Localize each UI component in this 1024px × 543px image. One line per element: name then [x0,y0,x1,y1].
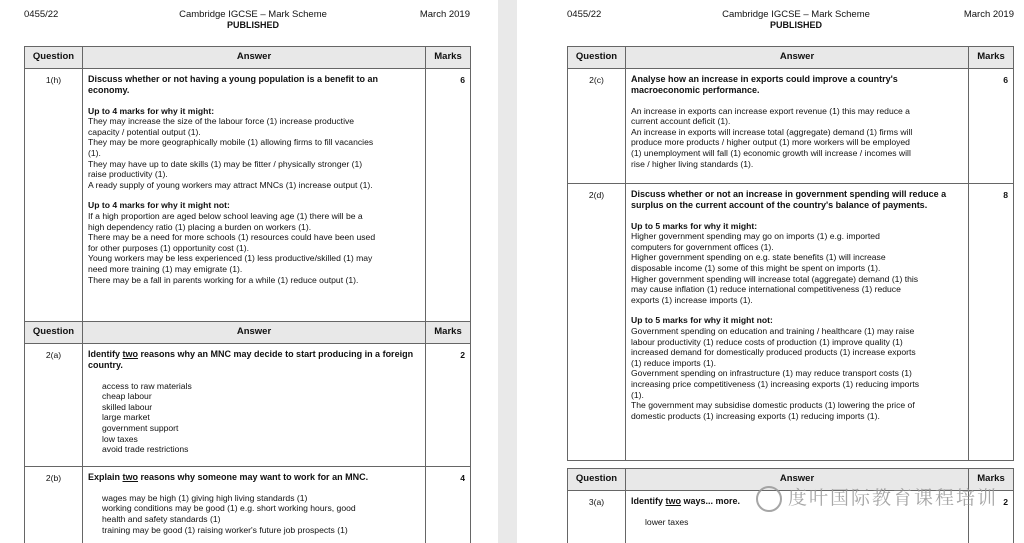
answer-line: Young workers may be less experienced (1) less productive/skilled (1) may [88,253,373,264]
list-item: government support [102,422,179,433]
header-status: PUBLISHED [769,20,822,30]
col-question: Question [25,47,83,69]
question-text: Discuss whether or not an increase in government spending will reduce a surplus on the current account of the country's balance of payments. [631,189,947,210]
answer-line: need more training (1) may emigrate (1). [88,263,243,274]
syllabus-code: 0455/22 [24,9,59,20]
answer-line: capacity / potential output (1). [88,126,201,137]
question-number: 1(h) [25,69,83,323]
col-question: Question [568,469,626,491]
answer-line: There may be a need for more schools (1) resources could have been used [88,232,376,243]
question-text: Discuss whether or not having a young population is a benefit to an economy. [88,74,379,95]
col-question: Question [25,322,83,344]
answer-line: increasing price competitiveness (1) increasing exports (1) reducing imports [631,378,920,389]
header-title-text: Cambridge IGCSE – Mark Scheme [722,9,870,20]
answer-list [631,517,962,528]
answer-line: computers for government offices (1). [631,241,774,252]
question-number: 3(a) [568,491,626,543]
answer-line: health and safety standards (1) [102,513,221,524]
left-page [0,0,498,543]
list-item: skilled labour [102,401,153,412]
answer-line: rise / higher living standards (1). [631,158,754,169]
answer-line: working conditions may be good (1) e.g. short working hours, good [102,503,356,514]
subheading: Up to 5 marks for why it might: [631,220,758,231]
answer-line: disposable income (1) some of this might be spent on imports (1). [631,262,881,273]
watermark-text: 度叶国际教育课程培训 [787,488,998,509]
answer-line: They may increase the size of the labour force (1) increase productive [88,116,355,127]
answer-cell [83,344,426,467]
answer-line: high dependency ratio (1) placing a burden on workers (1). [88,221,312,232]
header-title [143,9,363,31]
answer-lines [631,106,962,170]
table-row [568,69,1014,184]
answer-line: domestic products (1) increasing exports (1) reducing imports (1). [631,410,880,421]
subheading: Up to 4 marks for why it might not: [88,200,230,211]
answer-line: (1). [631,389,644,400]
question-text: Analyse how an increase in exports could improve a country's macroeconomic performance. [631,74,898,95]
question-text: Identify two reasons why an MNC may decide to start producing in a foreign country. [88,349,414,370]
answer-line: An increase in exports will increase total (aggregate) demand (1) firms will [631,126,913,137]
answer-cell [626,184,969,461]
col-answer: Answer [626,469,969,491]
list-item: low taxes [102,433,138,444]
mark-table-1h [24,46,471,323]
marks-value: 2 [969,491,1014,543]
answer-cell [626,69,969,184]
answer-line: produce more products / higher output (1) more workers will be employed [631,137,910,148]
col-marks: Marks [969,469,1014,491]
answer-line: Government spending on infrastructure (1) may reduce transport costs (1) [631,368,912,379]
answer-line: labour productivity (1) reduce costs of production (1) improve quality (1) [631,336,903,347]
subheading: Up to 4 marks for why it might: [88,105,215,116]
header-date: March 2019 [963,9,1014,20]
marks-value: 8 [969,184,1014,461]
answer-line: Government spending on education and training / healthcare (1) may raise [631,325,915,336]
subheading: Up to 5 marks for why it might not: [631,315,773,326]
answer-line: They may be more geographically mobile (1) allowing firms to fill vacancies [88,137,374,148]
list-item: access to raw materials [102,380,192,391]
answer-lines-1 [631,231,962,305]
marks-value: 2 [426,344,471,467]
table-row [25,467,471,543]
answer-line: wages may be high (1) giving high living standards (1) [102,492,308,503]
answer-line: (1) unemployment will fall (1) economic growth will increase / incomes will [631,147,911,158]
answer-line: Higher government spending may go on imports (1) e.g. imported [631,231,880,242]
answer-lines-1 [88,116,419,190]
answer-line: for other purposes (1) opportunity cost (1). [88,242,249,253]
answer-lines-2 [631,326,962,421]
question-number: 2(a) [25,344,83,467]
answer-cell [83,69,426,323]
marks-value: 6 [969,69,1014,184]
mark-table-2 [24,321,471,543]
list-item: lower taxes [645,516,689,527]
question-number: 2(c) [568,69,626,184]
list-item: cheap labour [102,391,152,402]
answer-lines-2 [88,211,419,285]
answer-line: There may be a fall in parents working for a while (1) reduce output (1). [88,274,359,285]
answer-line: Higher government spending on e.g. state benefits (1) will increase [631,252,886,263]
answer-line: (1) reduce imports (1). [631,357,717,368]
question-text: Explain two reasons why someone may want to work for an MNC. [88,472,369,482]
table-row [25,344,471,467]
header-title-text: Cambridge IGCSE – Mark Scheme [179,9,327,20]
col-answer: Answer [83,47,426,69]
header-date: March 2019 [419,9,470,20]
answer-line: A ready supply of young workers may attract MNCs (1) increase output (1). [88,179,373,190]
answer-line: current account deficit (1). [631,116,731,127]
answer-line: The government may subsidise domestic products (1) lowering the price of [631,400,915,411]
answer-lines [88,493,419,535]
answer-line: may cause inflation (1) reduce international competitiveness (1) reduce [631,284,901,295]
header-title [686,9,906,31]
col-marks: Marks [426,47,471,69]
wechat-icon [756,486,782,512]
answer-line: (1). [88,147,101,158]
answer-line: Higher government spending will increase total (aggregate) demand (1) this [631,273,919,284]
col-marks: Marks [969,47,1014,69]
header-status: PUBLISHED [226,20,279,30]
answer-line: They may have up to date skills (1) may be fitter / physically stronger (1) [88,158,363,169]
col-marks: Marks [426,322,471,344]
question-number: 2(b) [25,467,83,543]
col-answer: Answer [83,322,426,344]
col-question: Question [568,47,626,69]
answer-list [88,381,419,455]
table-row [25,69,471,323]
answer-cell [83,467,426,543]
answer-line: raise productivity (1). [88,169,168,180]
syllabus-code: 0455/22 [567,9,602,20]
mark-table-2c-2d [567,46,1014,461]
question-text: Identify two ways... more. [631,496,741,506]
watermark [756,483,998,512]
col-answer: Answer [626,47,969,69]
answer-line: An increase in exports can increase export revenue (1) this may reduce a [631,105,910,116]
answer-line: training may be good (1) raising worker's future job prospects (1) [102,524,348,535]
answer-line: increased demand for domestically produced products (1) increase exports [631,347,916,358]
answer-line: exports (1) increase imports (1). [631,294,753,305]
marks-value: 6 [426,69,471,323]
right-page [517,0,1024,543]
marks-value: 4 [426,467,471,543]
table-row [568,184,1014,461]
answer-line: If a high proportion are aged below school leaving age (1) there will be a [88,210,363,221]
question-number: 2(d) [568,184,626,461]
list-item: avoid trade restrictions [102,444,189,455]
list-item: large market [102,412,150,423]
